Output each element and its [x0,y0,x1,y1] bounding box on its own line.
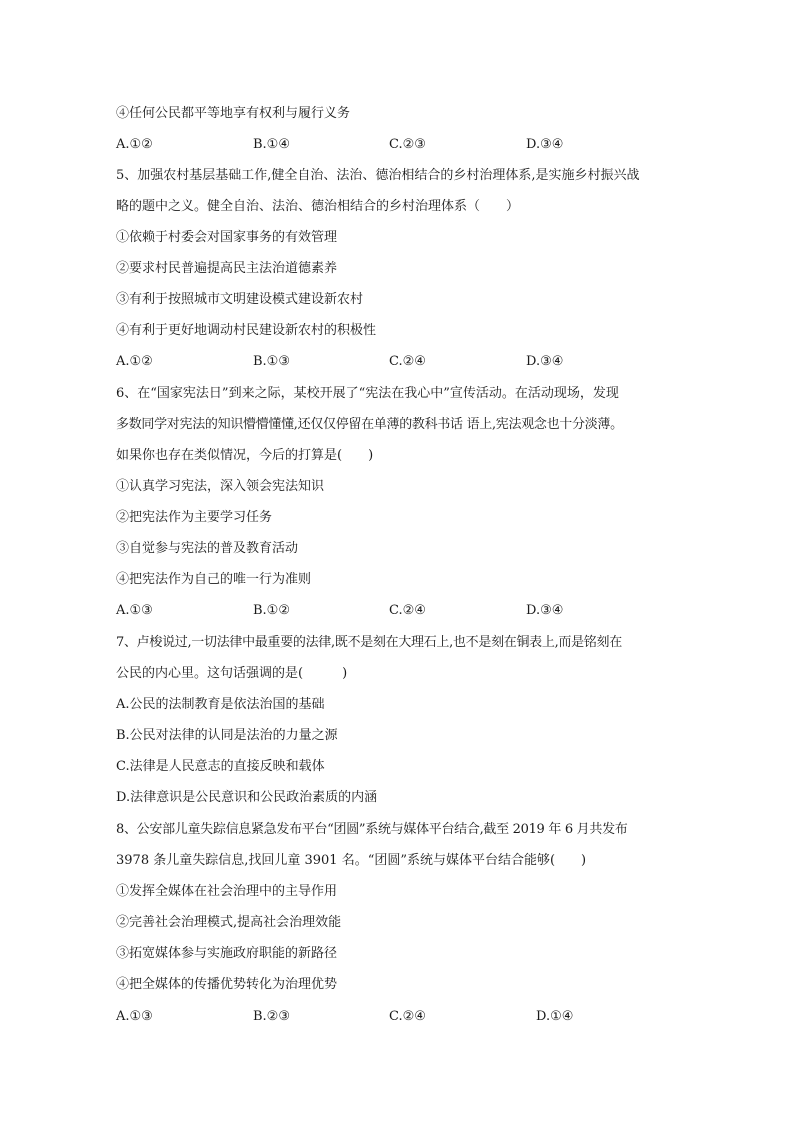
q6-option-c: C.②④ [389,603,426,618]
q8-stem-line-1: 8、公安部儿童失踪信息紧急发布平台“团圆”系统与媒体平台结合,截至 2019 年 6 月共发布 [116,822,628,837]
q4-option-d: D.③④ [526,137,564,152]
q8-stem-line-2: 3978 条儿童失踪信息,找回儿童 3901 名。“团圆”系统与媒体平台结合能够( ) [116,853,587,868]
q5-item-4: ④有利于更好地调动村民建设新农村的积极性 [116,323,377,338]
q5-options [116,354,686,370]
q7-choice-b: B.公民对法律的认同是法治的力量之源 [116,728,338,743]
q7-stem-line-1: 7、卢梭说过,一切法律中最重要的法律,既不是刻在大理石上,也不是刻在铜表上,而是铭刻在 [116,635,622,650]
q5-option-c: C.②④ [389,354,426,369]
q6-stem-line-2: 多数同学对宪法的知识懵懵懂懂,还仅仅停留在单薄的教科书话 语上,宪法观念也十分淡薄。 [116,417,623,432]
q6-item-2: ②把宪法作为主要学习任务 [116,510,273,525]
q4-options [116,137,686,153]
q6-item-1: ①认真学习宪法，深入领会宪法知识 [116,479,325,494]
q8-item-3: ③拓宽媒体参与实施政府职能的新路径 [116,946,338,961]
q6-stem-line-1: 6、在“国家宪法日”到来之际，某校开展了“宪法在我心中”宣传活动。在活动现场，发现 [116,386,619,401]
q4-option-c: C.②③ [389,137,426,152]
q5-option-a: A.①② [116,354,153,369]
q6-stem-line-3: 如果你也存在类似情况，今后的打算是( ) [116,448,374,463]
q8-item-2: ②完善社会治理模式,提高社会治理效能 [116,915,342,930]
q5-item-1: ①依赖于村委会对国家事务的有效管理 [116,230,338,245]
q7-choice-d: D.法律意识是公民意识和公民政治素质的内涵 [116,790,378,805]
q7-choice-c: C.法律是人民意志的直接反映和载体 [116,759,325,774]
q5-option-d: D.③④ [526,354,564,369]
q8-option-d: D.①④ [536,1009,574,1024]
q4-option-b: B.①④ [253,137,290,152]
q5-option-b: B.①③ [253,354,290,369]
q4-item-4: ④任何公民都平等地享有权利与履行义务 [116,106,351,121]
q8-option-b: B.②③ [253,1009,290,1024]
q7-choice-a: A.公民的法制教育是依法治国的基础 [116,697,325,712]
q6-option-a: A.①③ [116,603,153,618]
q5-stem-line-2: 略的题中之义。健全自治、法治、德治相结合的乡村治理体系（ ） [116,199,520,214]
q5-stem-line-1: 5、加强农村基层基础工作,健全自治、法治、德治相结合的乡村治理体系,是实施乡村振兴战 [116,168,640,183]
q6-item-3: ③自觉参与宪法的普及教育活动 [116,541,299,556]
q8-option-a: A.①③ [116,1009,153,1024]
q6-option-b: B.①② [253,603,290,618]
q6-item-4: ④把宪法作为自己的唯一行为准则 [116,572,312,587]
q6-option-d: D.③④ [526,603,564,618]
q8-item-4: ④把全媒体的传播优势转化为治理优势 [116,977,338,992]
q5-item-3: ③有利于按照城市文明建设模式建设新农村 [116,292,364,307]
q6-options [116,603,686,619]
q5-item-2: ②要求村民普遍提高民主法治道德素养 [116,261,338,276]
q8-option-c: C.②④ [389,1009,426,1024]
q4-option-a: A.①② [116,137,153,152]
q8-options [116,1009,686,1025]
q7-stem-line-2: 公民的内心里。这句话强调的是( ) [116,666,348,681]
q8-item-1: ①发挥全媒体在社会治理中的主导作用 [116,884,338,899]
